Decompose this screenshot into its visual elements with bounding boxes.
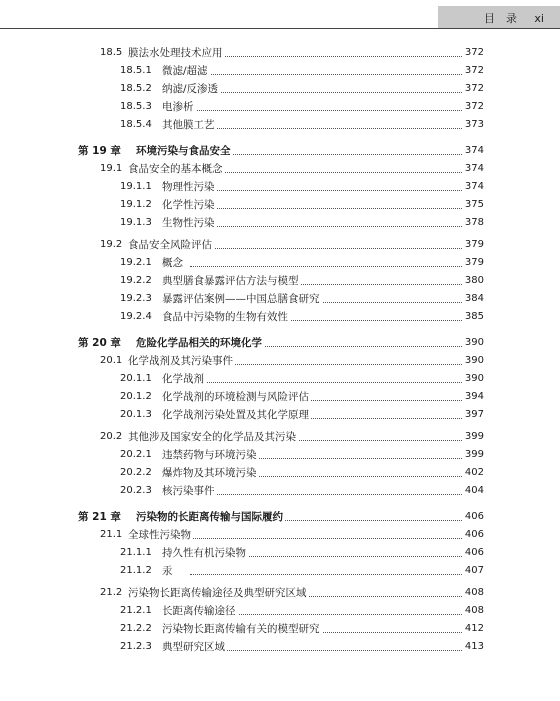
entry-number: 18.5.3: [120, 101, 152, 112]
entry-number: 19.2.1: [120, 257, 152, 268]
entry-page-number: 372: [463, 44, 484, 62]
entry-page-number: 406: [463, 526, 484, 544]
dot-leader: [200, 154, 464, 155]
entry-number: 18.5.1: [120, 65, 152, 76]
dot-leader: [190, 266, 464, 267]
entry-page-number: 372: [463, 62, 484, 80]
entry-title: 长距离传输途径: [162, 602, 238, 620]
toc-subsection-entry[interactable]: [0, 464, 560, 482]
entry-page-number: 406: [463, 508, 484, 526]
entry-page-number: 408: [463, 602, 484, 620]
entry-title: 食品安全风险评估: [128, 236, 214, 254]
toc-subsection-entry[interactable]: [0, 544, 560, 562]
entry-title: 典型研究区域: [162, 638, 227, 656]
header-rule: [0, 28, 560, 29]
toc-subsection-entry[interactable]: [0, 602, 560, 620]
entry-title: 典型膳食暴露评估方法与模型: [162, 272, 301, 290]
entry-number: 19.1.2: [120, 199, 152, 210]
entry-title: 概念: [162, 254, 185, 272]
entry-page-number: 407: [463, 562, 484, 580]
entry-number: 第 20 章: [78, 337, 121, 349]
entry-page-number: 394: [463, 388, 484, 406]
toc-subsection-entry[interactable]: [0, 370, 560, 388]
entry-page-number: 375: [463, 196, 484, 214]
toc-section-entry[interactable]: [0, 352, 560, 370]
entry-page-number: 406: [463, 544, 484, 562]
entry-number: 19.1.1: [120, 181, 152, 192]
entry-page-number: 397: [463, 406, 484, 424]
toc-subsection-entry[interactable]: [0, 98, 560, 116]
header-page-number: xi: [534, 12, 544, 25]
toc-subsection-entry[interactable]: [0, 562, 560, 580]
entry-title: 爆炸物及其环境污染: [162, 464, 259, 482]
entry-number: 19.2: [100, 239, 123, 250]
entry-title: 汞: [162, 562, 175, 580]
entry-title: 化学战剂及其污染事件: [128, 352, 235, 370]
entry-number: 20.2.2: [120, 467, 152, 478]
dot-leader: [190, 208, 464, 209]
entry-page-number: 384: [463, 290, 484, 308]
dot-leader: [190, 128, 464, 129]
dot-leader: [190, 226, 464, 227]
toc-subsection-entry[interactable]: [0, 272, 560, 290]
toc-subsection-entry[interactable]: [0, 406, 560, 424]
entry-page-number: 379: [463, 254, 484, 272]
entry-title: 微滤/超滤: [162, 62, 210, 80]
entry-number: 19.2.2: [120, 275, 152, 286]
entry-page-number: 385: [463, 308, 484, 326]
entry-page-number: 390: [463, 334, 484, 352]
entry-title: 纳滤/反渗透: [162, 80, 220, 98]
dot-leader: [190, 494, 464, 495]
entry-page-number: 374: [463, 142, 484, 160]
toc-subsection-entry[interactable]: [0, 388, 560, 406]
entry-page-number: 372: [463, 98, 484, 116]
entry-number: 21.2.3: [120, 641, 152, 652]
entry-number: 20.1.3: [120, 409, 152, 420]
entry-title: 电渗析: [162, 98, 196, 116]
entry-page-number: 379: [463, 236, 484, 254]
entry-number: 21.1.2: [120, 565, 152, 576]
toc-subsection-entry[interactable]: [0, 620, 560, 638]
toc-subsection-entry[interactable]: [0, 254, 560, 272]
dot-leader: [190, 574, 464, 575]
entry-number: 20.1.2: [120, 391, 152, 402]
toc-subsection-entry[interactable]: [0, 290, 560, 308]
toc-subsection-entry[interactable]: [0, 116, 560, 134]
toc-section-entry[interactable]: [0, 236, 560, 254]
entry-title: 化学战剂污染处置及其化学原理: [162, 406, 311, 424]
entry-number: 21.1: [100, 529, 123, 540]
entry-number: 20.1.1: [120, 373, 152, 384]
toc-section-entry[interactable]: [0, 44, 560, 62]
entry-title: 膜法水处理技术应用: [128, 44, 225, 62]
dot-leader: [190, 190, 464, 191]
dot-leader: [190, 650, 464, 651]
toc-section-entry[interactable]: [0, 160, 560, 178]
dot-leader: [190, 382, 464, 383]
toc-subsection-entry[interactable]: [0, 308, 560, 326]
entry-number: 21.2.2: [120, 623, 152, 634]
toc-section-entry[interactable]: [0, 428, 560, 446]
entry-title: 生物性污染: [162, 214, 217, 232]
entry-title: 化学性污染: [162, 196, 217, 214]
entry-page-number: 399: [463, 428, 484, 446]
dot-leader: [190, 92, 464, 93]
toc-section-entry[interactable]: [0, 526, 560, 544]
entry-number: 18.5: [100, 47, 123, 58]
dot-leader: [190, 110, 464, 111]
entry-title: 物理性污染: [162, 178, 217, 196]
toc-section-entry[interactable]: [0, 584, 560, 602]
entry-number: 18.5.2: [120, 83, 152, 94]
toc-subsection-entry[interactable]: [0, 178, 560, 196]
entry-page-number: 372: [463, 80, 484, 98]
toc-subsection-entry[interactable]: [0, 482, 560, 500]
entry-number: 20.2.1: [120, 449, 152, 460]
entry-number: 19.2.3: [120, 293, 152, 304]
entry-title: 环境污染与食品安全: [136, 142, 233, 160]
entry-title: 污染物的长距离传输与国际履约: [136, 508, 285, 526]
dot-leader: [190, 74, 464, 75]
entry-number: 20.1: [100, 355, 123, 366]
entry-page-number: 378: [463, 214, 484, 232]
header-text: [470, 10, 544, 26]
entry-number: 21.2: [100, 587, 123, 598]
entry-title: 其他涉及国家安全的化学品及其污染: [128, 428, 298, 446]
toc-subsection-entry[interactable]: [0, 214, 560, 232]
entry-number: 18.5.4: [120, 119, 152, 130]
entry-page-number: 380: [463, 272, 484, 290]
entry-title: 违禁药物与环境污染: [162, 446, 259, 464]
entry-title: 危险化学品相关的环境化学: [136, 334, 264, 352]
entry-number: 21.1.1: [120, 547, 152, 558]
entry-page-number: 390: [463, 352, 484, 370]
entry-title: 其他膜工艺: [162, 116, 217, 134]
entry-title: 污染物长距离传输途径及典型研究区域: [128, 584, 309, 602]
entry-title: 食品安全的基本概念: [128, 160, 225, 178]
entry-title: 污染物长距离传输有关的模型研究: [162, 620, 322, 638]
entry-number: 20.2: [100, 431, 123, 442]
entry-page-number: 404: [463, 482, 484, 500]
entry-number: 19.1: [100, 163, 123, 174]
entry-title: 化学战剂: [162, 370, 206, 388]
entry-number: 20.2.3: [120, 485, 152, 496]
entry-title: 全球性污染物: [128, 526, 193, 544]
toc-subsection-entry[interactable]: [0, 446, 560, 464]
toc-chapter-entry[interactable]: [0, 334, 560, 352]
entry-page-number: 402: [463, 464, 484, 482]
toc-chapter-entry[interactable]: [0, 508, 560, 526]
toc-subsection-entry[interactable]: [0, 62, 560, 80]
entry-page-number: 413: [463, 638, 484, 656]
entry-number: 21.2.1: [120, 605, 152, 616]
entry-page-number: 374: [463, 160, 484, 178]
header-label: 目 录: [483, 12, 517, 25]
entry-number: 第 19 章: [78, 145, 121, 157]
entry-title: 核污染事件: [162, 482, 217, 500]
entry-number: 19.2.4: [120, 311, 152, 322]
page-header: [0, 0, 560, 30]
entry-page-number: 373: [463, 116, 484, 134]
toc-subsection-entry[interactable]: [0, 196, 560, 214]
toc-subsection-entry[interactable]: [0, 638, 560, 656]
entry-title: 食品中污染物的生物有效性: [162, 308, 290, 326]
entry-title: 持久性有机污染物: [162, 544, 248, 562]
dot-leader: [180, 538, 464, 539]
entry-page-number: 399: [463, 446, 484, 464]
dot-leader: [180, 248, 464, 249]
entry-page-number: 374: [463, 178, 484, 196]
entry-number: 第 21 章: [78, 511, 121, 523]
toc-chapter-entry[interactable]: [0, 142, 560, 160]
entry-number: 19.1.3: [120, 217, 152, 228]
entry-page-number: 412: [463, 620, 484, 638]
entry-title: 暴露评估案例——中国总膳食研究: [162, 290, 322, 308]
entry-page-number: 408: [463, 584, 484, 602]
entry-page-number: 390: [463, 370, 484, 388]
entry-title: 化学战剂的环境检测与风险评估: [162, 388, 311, 406]
toc-subsection-entry[interactable]: [0, 80, 560, 98]
